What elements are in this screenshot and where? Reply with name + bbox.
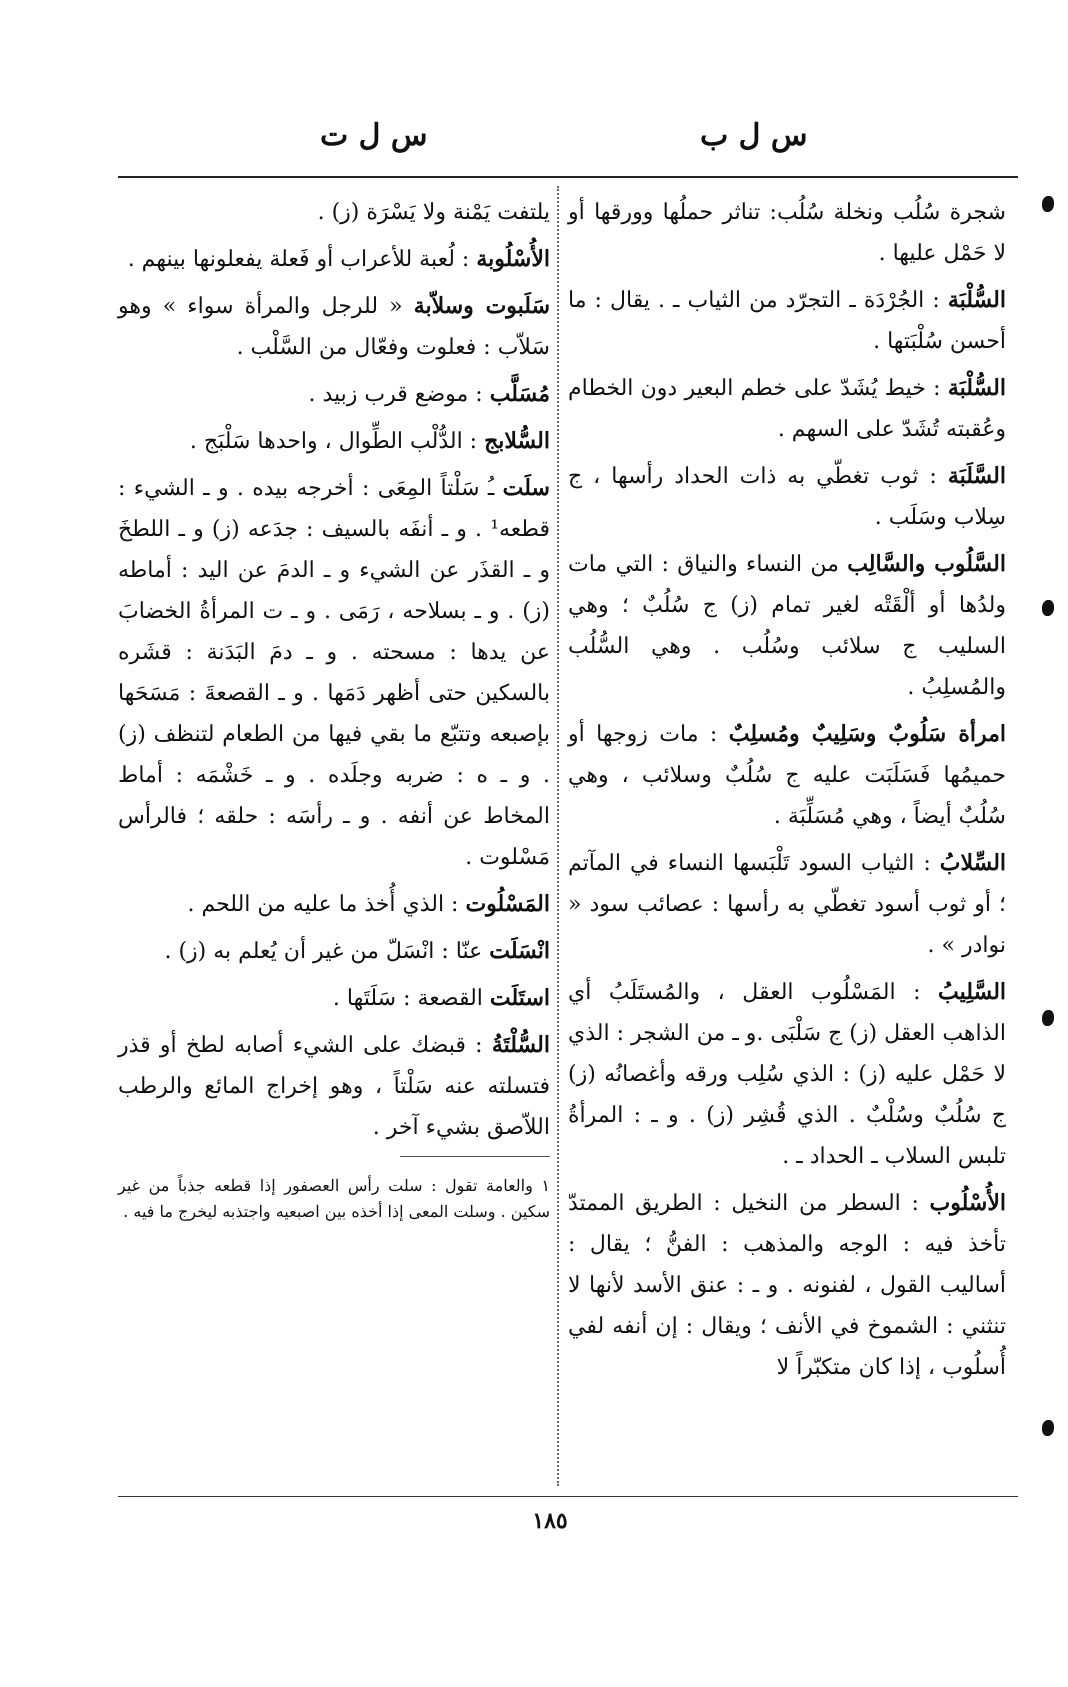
definition: : الذي أُخذ ما عليه من اللحم . [187, 892, 459, 917]
binding-hole-mark [1042, 600, 1054, 616]
definition: شجرة سُلُب ونخلة سُلُب: تناثر حملُها وورقها أو لا حَمْل عليها . [568, 200, 1006, 266]
column-divider [557, 186, 559, 1486]
headword: السِّلابُ [939, 850, 1007, 876]
dictionary-entry [568, 192, 1006, 274]
definition: ـُ سَلْتاً المِعَى : أخرجه بيده . و ـ الشيء : قطعه¹ . و ـ أنفَه بالسيف : جدَعه (ز) و ـ اللطخَ و ـ القذَر عن الشيء و ـ الدمَ عن اليد : أماطه (ز) . و ـ بسلاحه ، رَمَى . و ـ ت المرأةُ الخضابَ عن يدها : مسحته . و ـ دمَ البَدَنة : قشَره بالسكين حتى أظهر دَمَها . و ـ القصعةَ : مَسَحَها بإصبعه وتتبّع ما بقي فيها من الطعام لتنظف (ز) . و ـ ه : ضربه وجلَده . و ـ خَشْمَه : أماط المخاط عن أنفه . و ـ رأسَه : حلقه ؛ فالرأس مَسْلوت . [118, 476, 550, 870]
headword: استَلَت [489, 985, 550, 1011]
definition: : قبضك على الشيء أصابه لطخ أو قذر فتسلته عنه سَلْتاً ، وهو إخراج المائع والرطب اللاّصق بشيء آخر . [118, 1033, 550, 1140]
footer-rule [118, 1496, 1018, 1497]
headword: امرأة سَلُوبٌ وسَلِيبٌ ومُسلِبٌ [728, 721, 1006, 747]
dictionary-entry [118, 468, 550, 878]
dictionary-entry [118, 286, 550, 368]
definition: : المَسْلُوب العقل ، والمُستَلَبُ أي الذاهب العقل (ز) ج سَلْبَى .و ـ من الشجر : الذي لا حَمْل عليه (ز) : الذي سُلِب ورقه وأغصانُه (ز) ج سُلُبٌ وسُلْبٌ . الذي قُشِر (ز) . و ـ : المرأةُ تلبس السلاب ـ الحداد ـ . [568, 980, 1006, 1169]
definition: : السطر من النخيل : الطريق الممتدّ تأخذ فيه : الوجه والمذهب : الفنُّ ؛ يقال : أساليب القول ، لفنونه . و ـ : عنق الأسد لأنها لا تنثني : الشموخ في الأنف ؛ ويقال : إن أنفه لفي أُسلُوب ، إذا كان متكبّراً لا [568, 1191, 1006, 1380]
page-number: ١٨٥ [532, 1508, 568, 1534]
dictionary-entry [118, 374, 550, 415]
dictionary-entry [568, 843, 1006, 966]
binding-hole-mark [1042, 1010, 1054, 1026]
dictionary-entry [118, 931, 550, 972]
definition: : خيط يُشَدّ على خطم البعير دون الخطام وعُقبته تُشَدّ على السهم . [568, 376, 1006, 442]
definition: : ثوب تغطّي به ذات الحداد رأسها ، ج سِلاب وسَلَب . [568, 464, 1006, 530]
headword: الأُسْلُوب [929, 1190, 1006, 1216]
headword: السُّلْبَة [947, 287, 1006, 313]
header-rule [118, 176, 1018, 178]
left-column [118, 192, 550, 1241]
headword: السُّلابج [484, 428, 550, 454]
headword: السَّلِيبُ [938, 979, 1007, 1005]
definition: : موضع قرب زبيد . [308, 382, 483, 407]
headword: السَّلُوب والسَّالِب [847, 551, 1006, 577]
headword: السَّلَبَة [947, 463, 1006, 489]
definition: : لُعبة للأعراب أو فَعلة يفعلونها بينهم . [127, 247, 470, 272]
binding-hole-mark [1042, 196, 1054, 212]
headword: السُّلْبَة [947, 375, 1006, 401]
dictionary-entry [568, 456, 1006, 538]
dictionary-entry [118, 192, 550, 233]
headword: سَلَبوت وسلاّبة [413, 293, 551, 319]
footnote: ١ والعامة تقول : سلت رأس العصفور إذا قطعه جذباً من غير سكين . وسلت المعى إذا أخذه بين اصبعيه واجتذبه ليخرج ما فيه . [118, 1176, 550, 1221]
definition: : الجُرْدَة ـ التجرّد من الثياب ـ . يقال : ما أحسن سُلْبَتها . [568, 288, 1006, 354]
dictionary-entry [568, 368, 1006, 450]
dictionary-entry [118, 1025, 550, 1148]
dictionary-entry [568, 714, 1006, 837]
footnote-rule [400, 1156, 550, 1157]
definition: « للرجل والمرأة سواء » وهو سَلاّب : فعلوت وفعّال من السَّلْب . [118, 294, 550, 360]
running-header-left: س ل ت [320, 118, 428, 153]
dictionary-entry [568, 1183, 1006, 1388]
dictionary-entry [568, 280, 1006, 362]
headword: الأُسْلُوبة [476, 246, 550, 272]
dictionary-entry [118, 884, 550, 925]
definition: عنّا : انْسَلّ من غير أن يُعلم به (ز) . [164, 939, 483, 964]
dictionary-entry [568, 544, 1006, 708]
dictionary-entry [118, 239, 550, 280]
definition: : الدُّلْب الطِّوال ، واحدها سَلْبَج . [189, 429, 478, 454]
dictionary-entry [568, 972, 1006, 1177]
definition: القصعة : سَلَتَها . [332, 986, 483, 1011]
dictionary-entry [118, 421, 550, 462]
headword: السُّلْتَةُ [491, 1032, 550, 1058]
dictionary-entry [118, 978, 550, 1019]
right-column [568, 192, 1006, 1394]
running-header-right: س ل ب [700, 118, 808, 153]
headword: مُسَلَّب [489, 381, 550, 407]
definition: : الثياب السود تَلْبَسها النساء في المآتم ؛ أو ثوب أسود تغطّي به رأسها : عصائب سود « نوادر » . [568, 851, 1006, 958]
binding-hole-mark [1042, 1420, 1054, 1436]
definition: من النساء والنياق : التي مات ولدُها أو ألْقَتْه لغير تمام (ز) ج سُلُبٌ ؛ وهي السليب ج سلائب وسُلُب . وهي السُّلُب والمُسلِبُ . [568, 552, 1006, 700]
headword: انْسَلَت [489, 938, 550, 964]
definition: يلتفت يَمْنة ولا يَسْرَة (ز) . [317, 200, 550, 225]
headword: المَسْلُوت [465, 891, 550, 917]
headword: سلَت [502, 475, 550, 501]
definition: : مات زوجها أو حميمُها فَسَلَبَت عليه ج سُلُبٌ وسلائب ، وهي سُلُبٌ أيضاً ، وهي مُسَلِّبَة . [568, 722, 1006, 829]
